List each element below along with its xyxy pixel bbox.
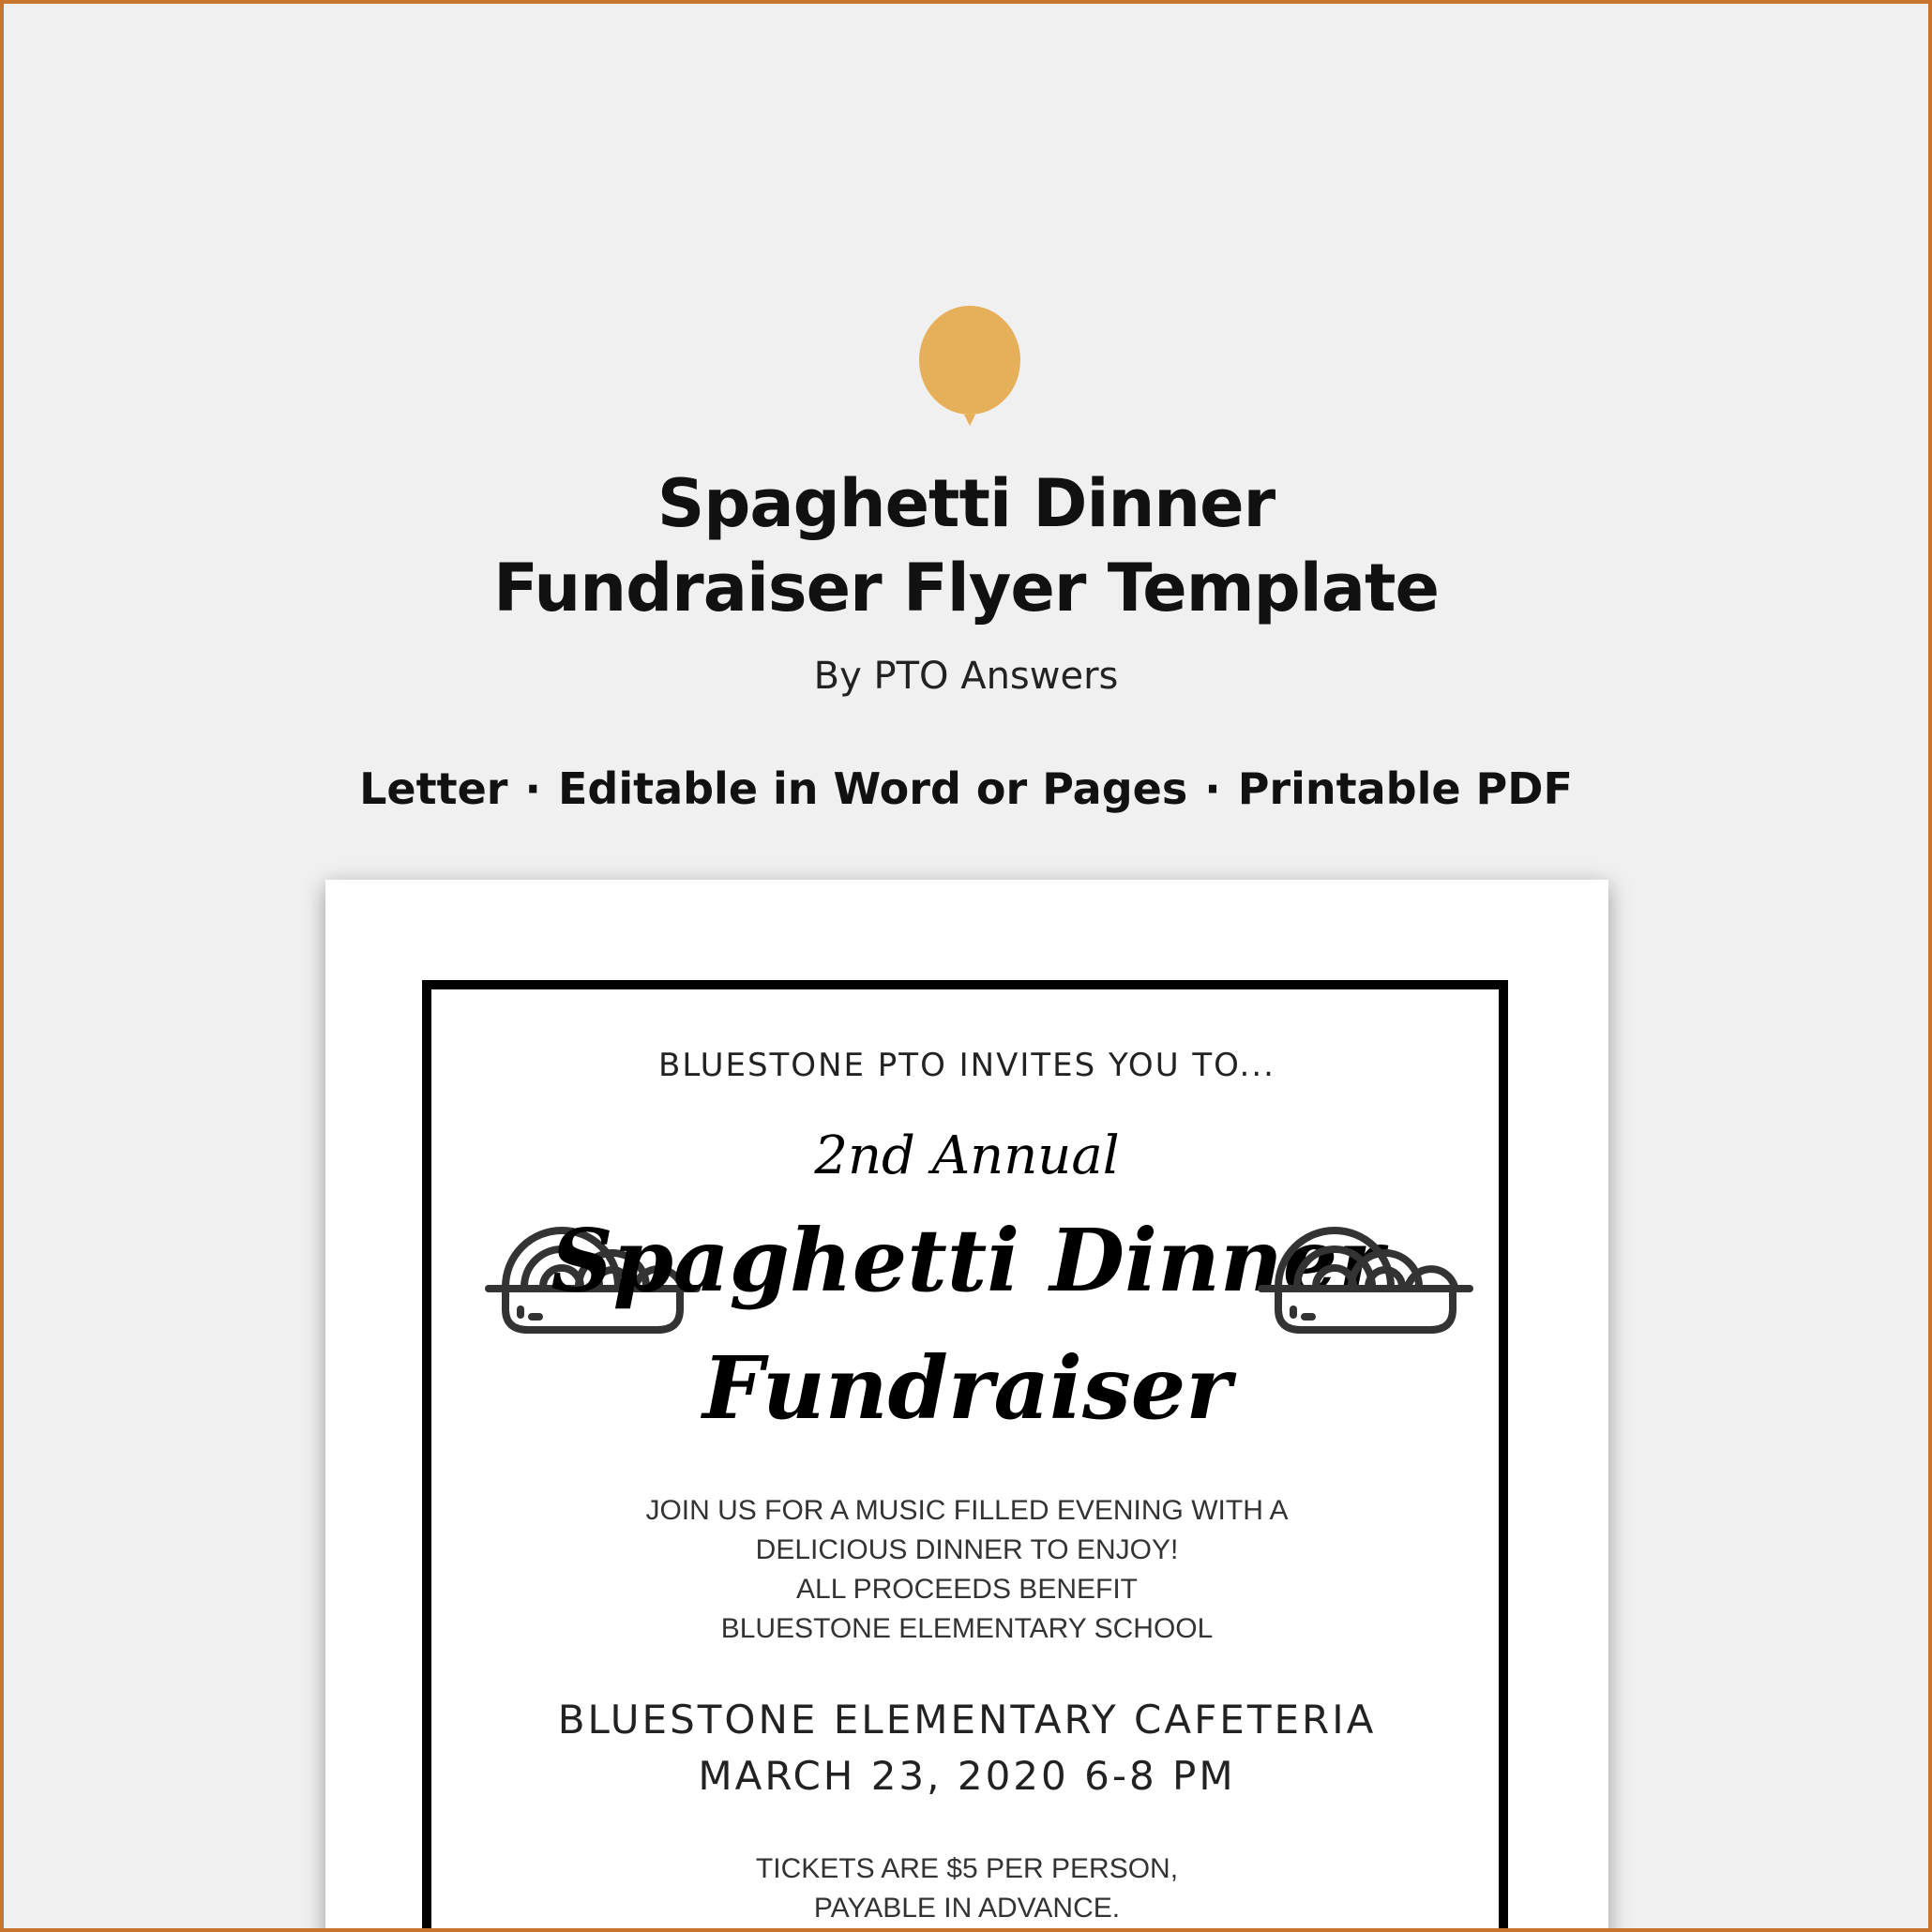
page-canvas (4, 4, 1928, 1928)
flyer-annual-label: 2nd Annual (814, 1125, 1120, 1186)
flyer-tickets (325, 1849, 1608, 1928)
feature-editable: Editable in Word or Pages (557, 763, 1188, 814)
flyer-venue: BLUESTONE ELEMENTARY CAFETERIA (557, 1697, 1377, 1743)
flyer-description-line: BLUESTONE ELEMENTARY SCHOOL (720, 1613, 1214, 1644)
flyer-description-line: ALL PROCEEDS BENEFIT (796, 1574, 1138, 1605)
page-title-line-2: Fundraiser Flyer Template (493, 550, 1439, 626)
flyer-invite-text: BLUESTONE PTO INVITES YOU TO... (658, 1047, 1275, 1084)
flyer-preview (325, 880, 1608, 1928)
flyer-description (325, 1491, 1608, 1649)
author-byline: By PTO Answers (813, 655, 1119, 698)
separator-dot: · (524, 763, 541, 814)
flyer-datetime: MARCH 23, 2020 6-8 PM (698, 1753, 1236, 1799)
flyer-description-line: JOIN US FOR A MUSIC FILLED EVENING WITH A (645, 1495, 1289, 1526)
flyer-tickets-line: TICKETS ARE $5 PER PERSON, (755, 1853, 1179, 1884)
flyer-title: Spaghetti Dinner (551, 1210, 1383, 1311)
feature-printable: Printable PDF (1237, 763, 1573, 814)
flyer-subtitle: Fundraiser (702, 1337, 1231, 1439)
flyer-event-details (325, 1692, 1608, 1804)
spaghetti-bowl-icon (1258, 1219, 1473, 1341)
flyer-description-line: DELICIOUS DINNER TO ENJOY! (755, 1534, 1179, 1565)
feature-format: Letter (359, 763, 508, 814)
page-title-line-1: Spaghetti Dinner (657, 465, 1275, 542)
separator-dot: · (1204, 763, 1221, 814)
feature-list (4, 763, 1928, 814)
balloon-icon (913, 304, 1026, 445)
flyer-tickets-line: PAYABLE IN ADVANCE. (813, 1893, 1121, 1924)
page-title (4, 461, 1928, 630)
